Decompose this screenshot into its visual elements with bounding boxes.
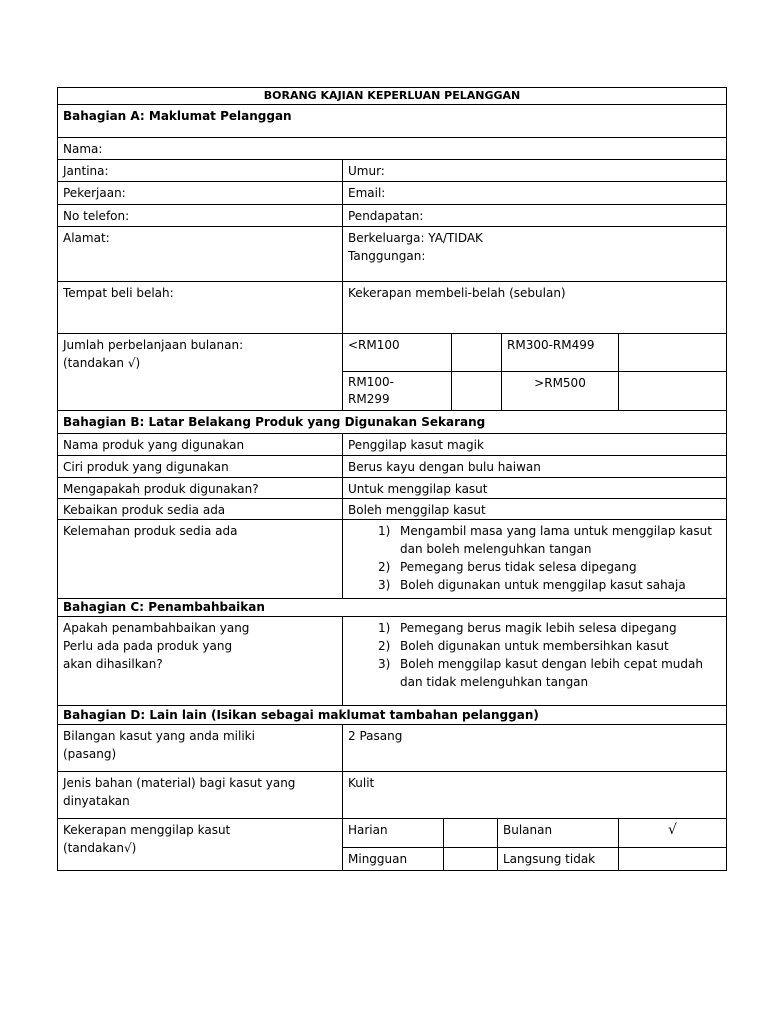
form-title: BORANG KAJIAN KEPERLUAN PELANGGAN	[263, 89, 521, 102]
list-line: dan boleh melenguhkan tangan	[400, 542, 592, 556]
section-a-heading-row	[57, 105, 727, 138]
pendapatan-label: Pendapatan:	[342, 205, 726, 226]
penambahbaikan-label-line: Perlu ada pada produk yang	[63, 639, 233, 653]
opt-100-299-line1: RM100-	[348, 375, 394, 389]
list-line: dan tidak melenguhkan tangan	[400, 675, 589, 689]
kekerapan-row	[57, 819, 727, 871]
bilangan-value: 2 Pasang	[342, 725, 726, 771]
list-item	[378, 558, 721, 576]
bilangan-label-line: Bilangan kasut yang anda miliki	[63, 729, 255, 743]
no-telefon-label: No telefon:	[63, 209, 130, 223]
opt-100-299-line2: RM299	[348, 392, 390, 406]
list-number: 3)	[378, 578, 391, 592]
ciri-produk-value: Berus kayu dengan bulu haiwan	[342, 456, 726, 477]
mingguan-label: Mingguan	[348, 852, 408, 866]
opt-300-499-label: RM300-RM499	[501, 334, 618, 371]
penambahbaikan-row	[57, 617, 727, 706]
opt-lt100-checkbox[interactable]	[451, 334, 501, 371]
ciri-produk-label: Ciri produk yang digunakan	[63, 460, 229, 474]
jantina-label: Jantina:	[63, 164, 109, 178]
kelemahan-list	[348, 522, 721, 594]
tempat-row	[57, 282, 727, 334]
pekerjaan-row	[57, 182, 727, 205]
jumlah-row	[57, 334, 727, 411]
list-number: 2)	[378, 639, 391, 653]
opt-lt100-label: <RM100	[348, 338, 400, 352]
tanggungan-label: Tanggungan:	[348, 249, 426, 263]
list-number: 1)	[378, 524, 391, 538]
jumlah-options-row-1	[343, 334, 726, 371]
bulanan-checkbox[interactable]: √	[618, 819, 726, 847]
kekerapan-label-line: Kekerapan menggilap kasut	[63, 823, 231, 837]
kekerapan-label	[58, 819, 342, 870]
section-c-heading-row	[57, 599, 727, 617]
umur-label: Umur:	[342, 160, 726, 181]
alamat-row	[57, 227, 727, 282]
langsung-tidak-checkbox[interactable]	[618, 848, 726, 870]
nama-row	[57, 138, 727, 160]
list-text	[400, 522, 712, 558]
table-row	[57, 434, 727, 456]
jumlah-label-cell	[58, 334, 342, 410]
jantina-row	[57, 160, 727, 182]
kekerapan-membeli-label: Kekerapan membeli-belah (sebulan)	[342, 282, 726, 333]
section-a-heading: Bahagian A: Maklumat Pelanggan	[63, 109, 292, 123]
nama-produk-value: Penggilap kasut magik	[342, 434, 726, 455]
kekerapan-label-line: (tandakan√)	[63, 841, 137, 855]
bilangan-label-line: (pasang)	[63, 747, 117, 761]
kebaikan-value: Boleh menggilap kasut	[342, 499, 726, 519]
section-b-heading: Bahagian B: Latar Belakang Produk yang Digunakan Sekarang	[63, 415, 486, 429]
nama-label: Nama:	[63, 142, 103, 156]
jenis-value: Kulit	[342, 772, 726, 818]
jenis-label	[58, 772, 342, 818]
jumlah-options	[342, 334, 726, 410]
section-d-heading-row	[57, 706, 727, 725]
list-number: 1)	[378, 621, 391, 635]
harian-label: Harian	[348, 823, 388, 837]
jenis-label-line: Jenis bahan (material) bagi kasut yang	[63, 776, 296, 790]
kekerapan-options	[342, 819, 726, 870]
section-c-heading: Bahagian C: Penambahbaikan	[63, 600, 265, 614]
list-item	[378, 522, 721, 558]
alamat-label: Alamat:	[63, 231, 110, 245]
list-line: Mengambil masa yang lama untuk menggilap kasut	[400, 524, 712, 538]
opt-300-499-checkbox[interactable]	[618, 334, 726, 371]
list-item	[378, 655, 721, 691]
bilangan-label	[58, 725, 342, 771]
list-number: 3)	[378, 657, 391, 671]
penambahbaikan-cell	[342, 617, 726, 705]
list-item	[378, 576, 721, 594]
list-text: Pemegang berus tidak selesa dipegang	[400, 560, 637, 574]
kelemahan-row	[57, 520, 727, 599]
list-text	[400, 655, 703, 691]
jenis-label-line: dinyatakan	[63, 794, 130, 808]
nama-produk-label: Nama produk yang digunakan	[63, 438, 245, 452]
email-label: Email:	[342, 182, 726, 204]
mengapakah-label: Mengapakah produk digunakan?	[63, 482, 259, 496]
bulanan-label: Bulanan	[497, 819, 618, 847]
opt-gt500-label: >RM500	[501, 372, 618, 410]
langsung-tidak-label: Langsung tidak	[497, 848, 618, 870]
list-text: Boleh digunakan untuk menggilap kasut sahaja	[400, 578, 686, 592]
penambahbaikan-label-line: Apakah penambahbaikan yang	[63, 621, 250, 635]
kekerapan-options-row-1	[343, 819, 726, 847]
survey-form	[57, 87, 727, 871]
section-b-heading-row	[57, 411, 727, 434]
penambahbaikan-label	[58, 617, 342, 705]
opt-100-299-checkbox[interactable]	[451, 372, 501, 410]
table-row	[57, 499, 727, 520]
table-row	[57, 478, 727, 499]
mingguan-checkbox[interactable]	[443, 848, 497, 870]
kekerapan-options-row-2	[343, 847, 726, 870]
bilangan-row	[57, 725, 727, 772]
list-number: 2)	[378, 560, 391, 574]
kelemahan-cell	[342, 520, 726, 598]
list-item	[378, 619, 721, 637]
form-title-row	[57, 87, 727, 105]
jumlah-instruction: (tandakan √)	[63, 356, 141, 370]
opt-gt500-checkbox[interactable]	[618, 372, 726, 410]
list-line: Boleh menggilap kasut dengan lebih cepat mudah	[400, 657, 703, 671]
table-row	[57, 456, 727, 478]
section-d-heading: Bahagian D: Lain lain (Isikan sebagai maklumat tambahan pelanggan)	[63, 708, 539, 722]
jumlah-label: Jumlah perbelanjaan bulanan:	[63, 338, 244, 352]
list-item	[378, 637, 721, 655]
kelemahan-label: Kelemahan produk sedia ada	[63, 524, 238, 538]
list-text: Boleh digunakan untuk membersihkan kasut	[400, 639, 669, 653]
tempat-beli-label: Tempat beli belah:	[63, 286, 174, 300]
family-cell	[342, 227, 726, 281]
telefon-row	[57, 205, 727, 227]
mengapakah-value: Untuk menggilap kasut	[342, 478, 726, 498]
harian-checkbox[interactable]	[443, 819, 497, 847]
jenis-row	[57, 772, 727, 819]
penambahbaikan-list	[348, 619, 721, 691]
kebaikan-label: Kebaikan produk sedia ada	[63, 503, 226, 517]
berkeluarga-label: Berkeluarga: YA/TIDAK	[348, 231, 483, 245]
opt-100-299-label	[343, 372, 451, 410]
pekerjaan-label: Pekerjaan:	[63, 186, 126, 200]
list-text: Pemegang berus magik lebih selesa dipegang	[400, 621, 677, 635]
penambahbaikan-label-line: akan dihasilkan?	[63, 657, 163, 671]
jumlah-options-row-2	[343, 371, 726, 410]
